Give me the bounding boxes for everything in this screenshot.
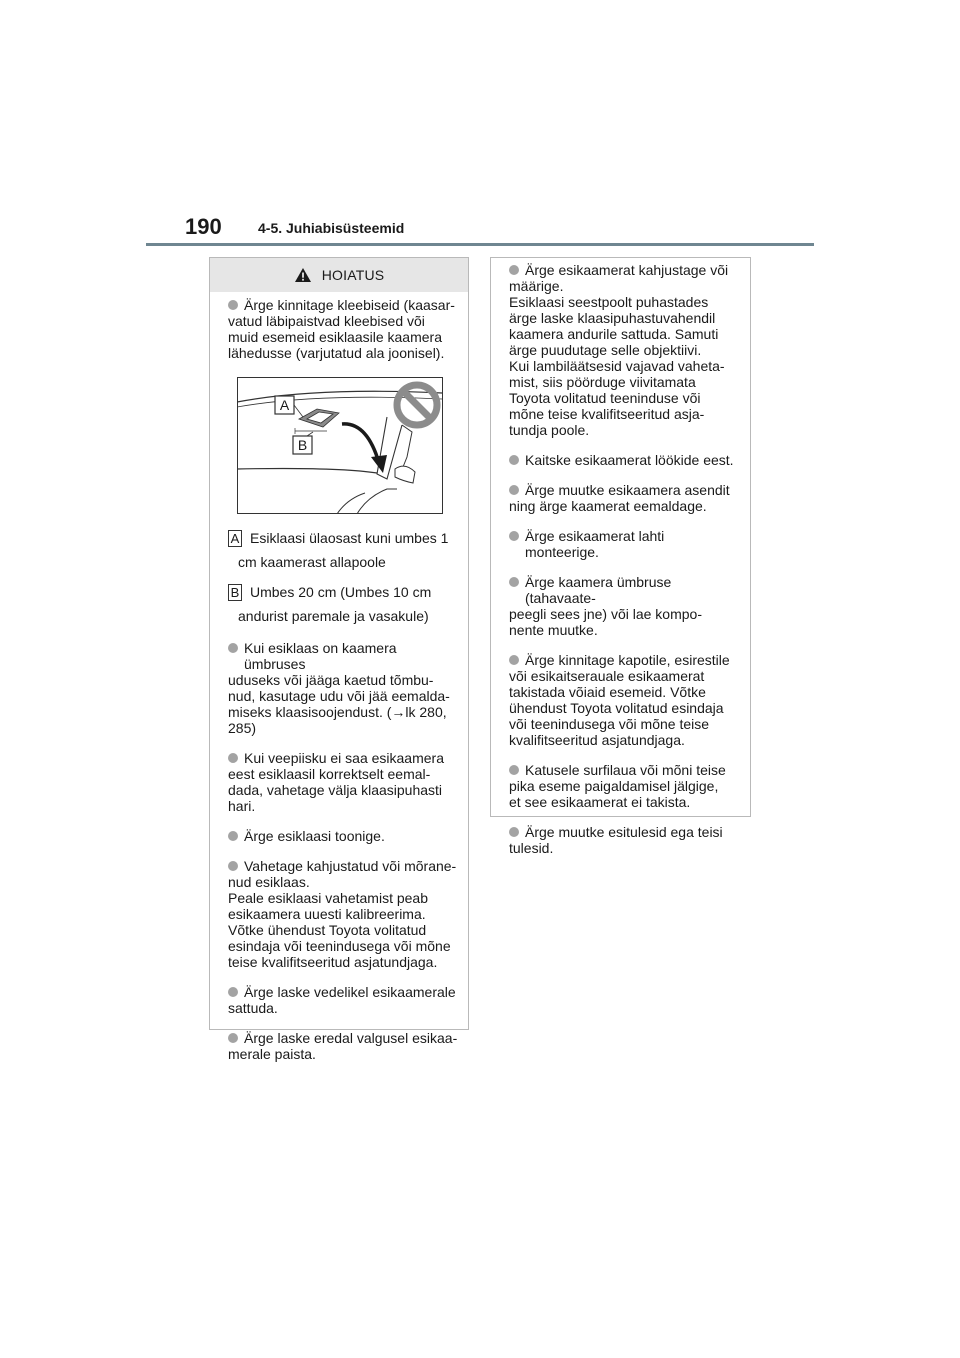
item-first-line: Kui esiklaas on kaamera ümbruses [244, 640, 397, 672]
item-first-line: Ärge esiklaasi toonige. [244, 828, 385, 844]
bullet-icon [509, 265, 519, 275]
list-item [509, 824, 740, 856]
item-first-line: Ärge kinnitage kapotile, esirestile [525, 652, 730, 668]
bullet-icon [228, 831, 238, 841]
legend-key-a: A [228, 530, 242, 547]
section-title: 4-5. Juhiabisüsteemid [258, 220, 405, 236]
item-first-line: Ärge esikaamerat kahjustage või [525, 262, 729, 278]
list-item [228, 828, 458, 844]
legend-text: andurist paremale ja vasakule) [238, 608, 429, 624]
item-text: tulesid. [509, 840, 554, 856]
list-item [228, 297, 458, 361]
windshield-camera-figure [237, 377, 443, 514]
item-first-line: Vahetage kahjustatud või mõrane- [244, 858, 457, 874]
item-first-line: Ärge esikaamerat lahti monteerige. [525, 528, 665, 560]
item-text: merale paista. [228, 1046, 316, 1062]
page-number: 190 [185, 214, 222, 239]
bullet-icon [228, 861, 238, 871]
list-item [228, 640, 458, 736]
legend-text: Umbes 20 cm (Umbes 10 cm [250, 584, 432, 600]
warning-title: HOIATUS [321, 267, 385, 283]
item-text: sattuda. [228, 1000, 278, 1016]
item-first-line: Kaitske esikaamerat löökide eest. [525, 452, 734, 468]
bullet-icon [509, 531, 519, 541]
bullet-icon [228, 300, 238, 310]
list-item [509, 652, 740, 748]
list-item [509, 262, 740, 438]
list-item [509, 762, 740, 810]
legend-key-b: B [228, 584, 242, 601]
item-first-line: Ärge laske eredal valgusel esikaa- [244, 1030, 458, 1046]
header-rule [146, 243, 814, 246]
list-item [509, 574, 740, 638]
item-text: ning ärge kaamerat eemaldage. [509, 498, 707, 514]
warning-panel-right [490, 257, 751, 856]
warning-header [210, 258, 468, 292]
bullet-icon [509, 577, 519, 587]
bullet-icon [509, 765, 519, 775]
item-text: määrige. Esiklaasi seestpoolt puhastades ärge laske klaasipuhastuvahendil kaamera andurile sattuda. Samuti ärge puudutage selle objektiivi. Kui lambiläätsesid vajavad vaheta- mist, siis pöörduge viivitamata Toyota volitatud teeninduse või mõne teise kvalifitseeritud asja- tundja poole. [509, 278, 725, 438]
bullet-icon [228, 753, 238, 763]
legend-text: Esiklaasi ülaosast kuni umbes 1 [250, 530, 449, 546]
bullet-icon [228, 1033, 238, 1043]
item-text: peegli sees jne) või lae kompo- nente muutke. [509, 606, 702, 638]
bullet-icon [509, 655, 519, 665]
figure-label-b: B [297, 437, 308, 453]
list-item [509, 482, 740, 514]
item-first-line: Ärge kinnitage kleebiseid (kaasar- [244, 297, 455, 313]
item-text: vatud läbipaistvad kleebised või muid esemeid esiklaasile kaamera lähedusse (varjutatud ala joonisel). [228, 313, 445, 361]
list-item [228, 858, 458, 970]
legend-entry-a [228, 526, 458, 574]
item-first-line: Ärge laske vedelikel esikaamerale [244, 984, 456, 1000]
item-text: nud esiklaas. Peale esiklaasi vahetamist peab esikaamera uuesti kalibreerima. Võtke ühendust Toyota volitatud esindaja või teenindusega või mõne teise kvalifitseeritud asjatundjaga. [228, 874, 451, 970]
bullet-icon [228, 987, 238, 997]
warning-triangle-icon [294, 267, 312, 283]
list-item [228, 750, 458, 814]
item-first-line: Ärge muutke esitulesid ega teisi [525, 824, 723, 840]
bullet-icon [509, 455, 519, 465]
item-text: pika eseme paigaldamisel jälgige, et see esikaamerat ei takista. [509, 778, 719, 810]
item-text: või esikaitserauale esikaamerat takistada võiaid esemeid. Võtke ühendust Toyota volitatud esindaja või teenindusega või mõne teise kvalifitseeritud asjatundjaga. [509, 668, 724, 748]
item-first-line: Katusele surfilaua või mõni teise [525, 762, 726, 778]
legend-entry-b [228, 580, 458, 628]
item-text: uduseks või jääga kaetud tõmbu- nud, kasutage udu või jää eemalda- miseks klaasisoojendust. (→lk 280, 285) [228, 672, 450, 736]
list-item [509, 528, 740, 560]
list-item [228, 1030, 458, 1062]
list-item [228, 984, 458, 1016]
bullet-icon [228, 643, 238, 653]
legend-text: cm kaamerast allapoole [238, 554, 386, 570]
warning-panel-left [209, 257, 469, 1062]
item-first-line: Kui veepiisku ei saa esikaamera [244, 750, 444, 766]
item-first-line: Ärge muutke esikaamera asendit [525, 482, 730, 498]
figure-legend [228, 526, 458, 628]
list-item [509, 452, 740, 468]
windshield-illustration [237, 377, 443, 514]
bullet-icon [509, 485, 519, 495]
item-text: eest esiklaasil korrektselt eemal- dada, vahetage välja klaasipuhasti hari. [228, 766, 443, 814]
item-first-line: Ärge kaamera ümbruse (tahavaate- [525, 574, 672, 606]
figure-label-a: A [279, 397, 290, 413]
bullet-icon [509, 827, 519, 837]
